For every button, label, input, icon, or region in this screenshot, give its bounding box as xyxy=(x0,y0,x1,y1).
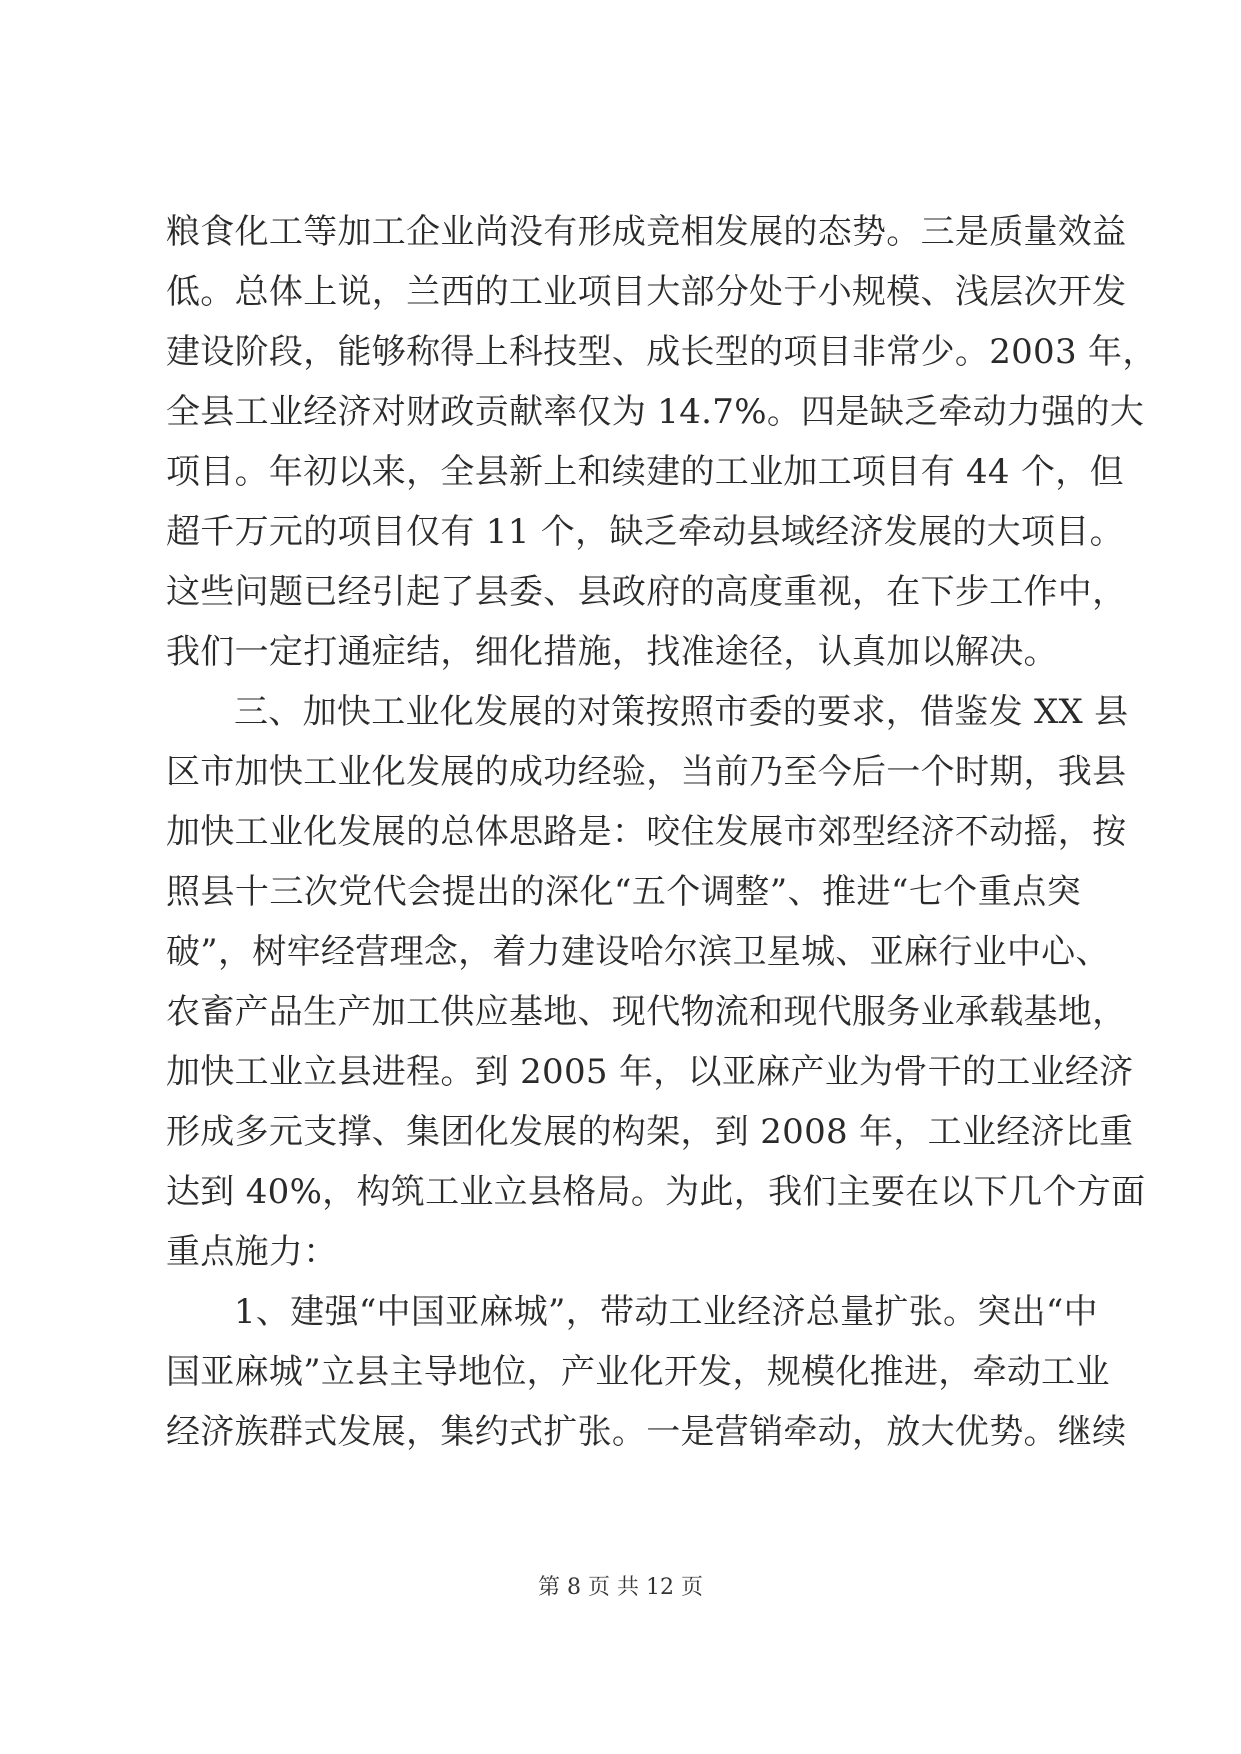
section-heading-line: 三、加快工业化发展的对策按照市委的要求，借鉴发 XX 县 xyxy=(234,692,1129,732)
text-line: 这些问题已经引起了县委、县政府的高度重视，在下步工作中， xyxy=(166,572,1127,612)
text-line: 达到 40%，构筑工业立县格局。为此，我们主要在以下几个方面 xyxy=(166,1172,1146,1212)
text-line: 破”，树牢经营理念，着力建设哈尔滨卫星城、亚麻行业中心、 xyxy=(166,932,1110,972)
text-line: 低。总体上说，兰西的工业项目大部分处于小规模、浅层次开发 xyxy=(166,272,1127,312)
text-line: 加快工业立县进程。到 2005 年，以亚麻产业为骨干的工业经济 xyxy=(166,1052,1134,1092)
document-body xyxy=(166,202,1157,1462)
page-number-footer: 第 8 页 共 12 页 xyxy=(538,1575,703,1600)
text-line: 全县工业经济对财政贡献率仅为 14.7%。四是缺乏牵动力强的大 xyxy=(166,392,1145,432)
text-line: 粮食化工等加工企业尚没有形成竞相发展的态势。三是质量效益 xyxy=(166,212,1127,252)
list-item-line: 1、建强“中国亚麻城”，带动工业经济总量扩张。突出“中 xyxy=(234,1292,1098,1332)
text-line: 形成多元支撑、集团化发展的构架，到 2008 年，工业经济比重 xyxy=(166,1112,1134,1152)
text-line: 超千万元的项目仅有 11 个，缺乏牵动县域经济发展的大项目。 xyxy=(166,512,1124,552)
text-line: 照县十三次党代会提出的深化“五个调整”、推进“七个重点突 xyxy=(166,872,1081,912)
text-line: 经济族群式发展，集约式扩张。一是营销牵动，放大优势。继续 xyxy=(166,1412,1127,1452)
text-line: 区市加快工业化发展的成功经验，当前乃至今后一个时期，我县 xyxy=(166,752,1127,792)
text-line: 国亚麻城”立县主导地位，产业化开发，规模化推进，牵动工业 xyxy=(166,1352,1110,1392)
text-line: 建设阶段，能够称得上科技型、成长型的项目非常少。2003 年， xyxy=(166,332,1157,372)
text-line: 农畜产品生产加工供应基地、现代物流和现代服务业承载基地， xyxy=(166,992,1127,1032)
text-line: 项目。年初以来，全县新上和续建的工业加工项目有 44 个，但 xyxy=(166,452,1124,492)
text-line: 我们一定打通症结，细化措施，找准途径，认真加以解决。 xyxy=(166,632,1058,672)
text-line: 重点施力： xyxy=(166,1232,338,1272)
text-line: 加快工业化发展的总体思路是：咬住发展市郊型经济不动摇，按 xyxy=(166,812,1127,852)
